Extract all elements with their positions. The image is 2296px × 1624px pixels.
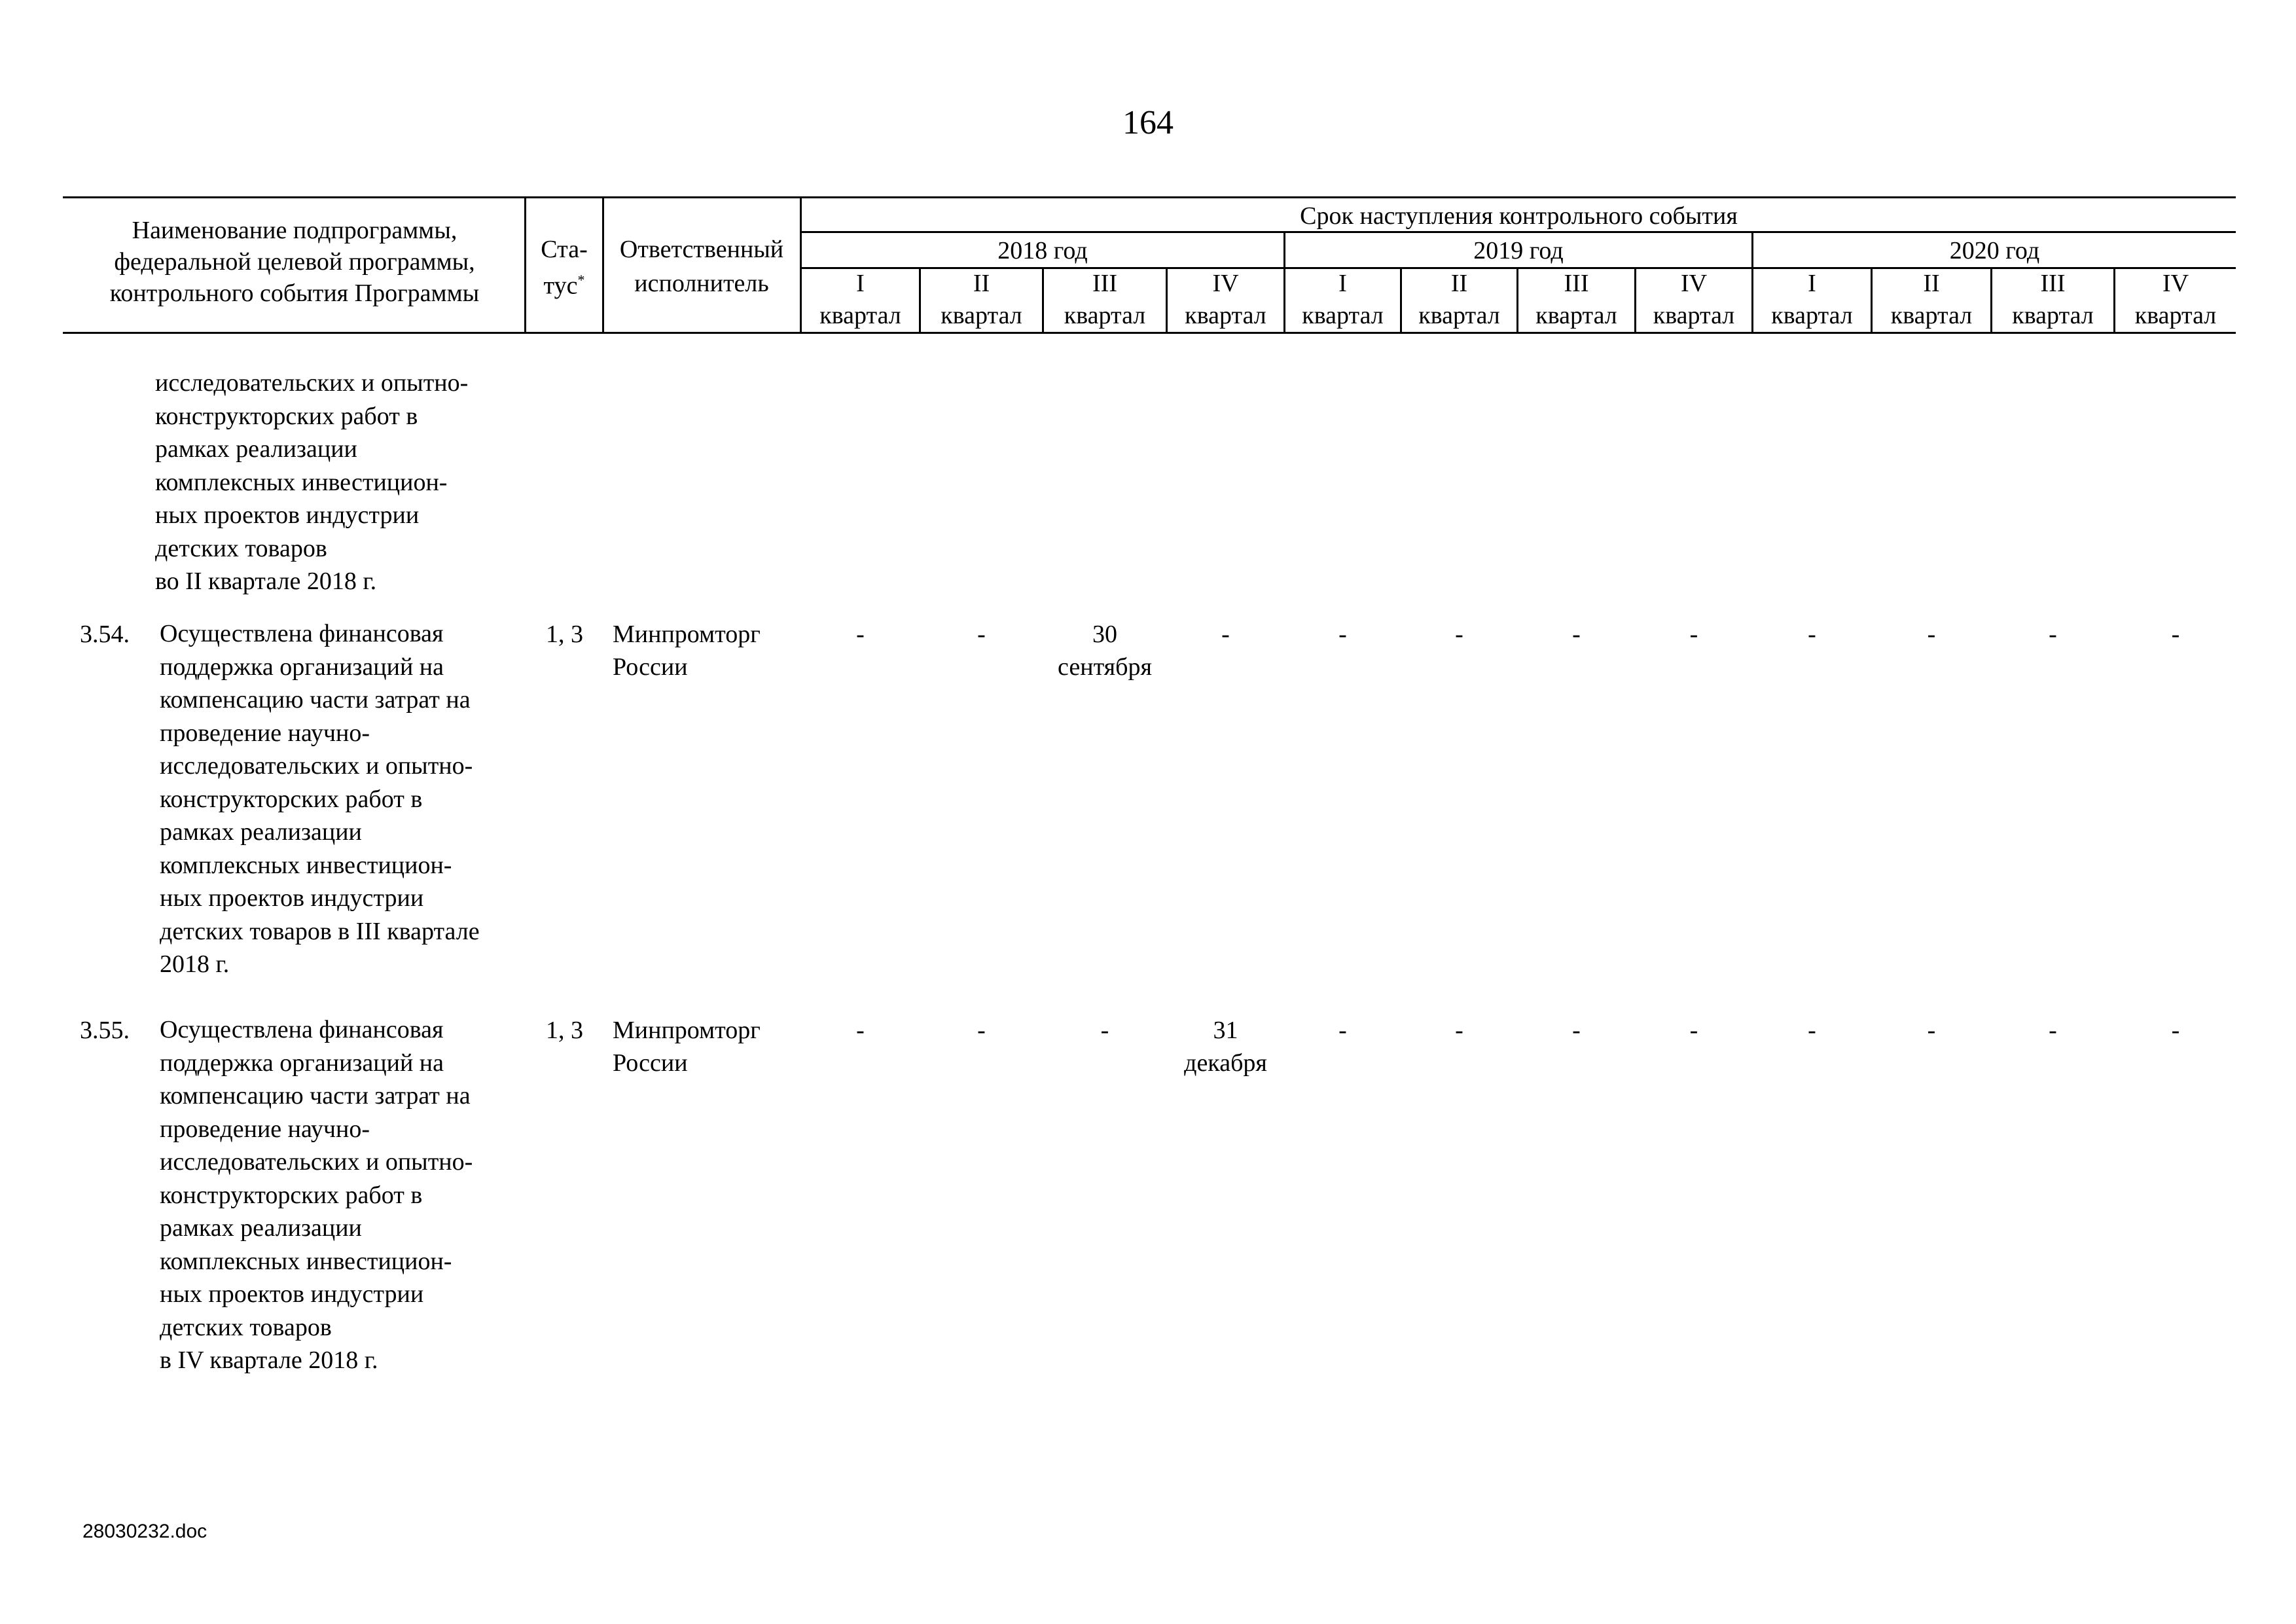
header-year-2019: 2019 год <box>1473 237 1564 264</box>
row-executor-line1: Минпромторг <box>613 621 761 648</box>
cell-dash: - <box>1572 1017 1581 1044</box>
cell-dash: - <box>2049 1017 2057 1044</box>
cell-date: 30 <box>1092 621 1117 648</box>
quarter-numeral: I <box>1338 270 1347 297</box>
cell-dash: - <box>1927 621 1936 648</box>
quarter-word: квартал <box>1653 302 1735 329</box>
quarter-numeral: IV <box>1212 270 1239 297</box>
continuation-text: исследовательских и опытно- конструкторских работ в рамках реализации комплексных инвестицион- ных проектов индустрии детских товаров во II квартале 2018 г. <box>155 369 469 595</box>
cell-dash: - <box>856 1017 865 1044</box>
page-number: 164 <box>1122 104 1174 141</box>
header-name-column: Наименование подпрограммы, федеральной целевой программы, контрольного события Программы <box>109 217 480 307</box>
row-executor-line1: Минпромторг <box>613 1017 761 1044</box>
quarter-word: квартал <box>1890 302 1973 329</box>
quarter-numeral: III <box>1564 270 1589 297</box>
cell-dash: - <box>1808 1017 1816 1044</box>
header-executor-line2: исполнитель <box>634 270 769 297</box>
quarter-numeral: III <box>1092 270 1117 297</box>
quarter-numeral: II <box>1923 270 1940 297</box>
quarter-numeral: II <box>1450 270 1468 297</box>
cell-dash: - <box>977 1017 986 1044</box>
quarter-word: квартал <box>2012 302 2094 329</box>
quarter-word: квартал <box>1535 302 1617 329</box>
header-status-line1: Ста- <box>541 236 588 263</box>
cell-dash: - <box>1927 1017 1936 1044</box>
row-name: Осуществлена финансовая поддержка организаций на компенсацию части затрат на проведение научно- исследовательских и опытно- конструкторских работ в рамках реализации комплексных инвестицион- ных проектов индустрии детских товаров в III квартале 2018 г. <box>160 620 480 978</box>
quarter-numeral: I <box>1808 270 1816 297</box>
cell-dash: - <box>1689 621 1698 648</box>
row-executor-line2: России <box>613 653 688 681</box>
row-status: 1, 3 <box>546 1017 583 1044</box>
quarter-word: квартал <box>1771 302 1853 329</box>
quarter-word: квартал <box>2134 302 2217 329</box>
quarter-word: квартал <box>1418 302 1500 329</box>
cell-date-month: декабря <box>1184 1049 1267 1077</box>
cell-dash: - <box>1100 1017 1109 1044</box>
footer-doc-id: 28030232.doc <box>82 1521 207 1542</box>
header-deadline-title: Срок наступления контрольного события <box>1300 202 1738 230</box>
quarter-word: квартал <box>819 302 901 329</box>
cell-dash: - <box>1808 621 1816 648</box>
cell-date-month: сентября <box>1058 653 1152 681</box>
quarter-numeral: II <box>973 270 990 297</box>
header-status-footnote-mark: * <box>577 272 585 288</box>
row-name: Осуществлена финансовая поддержка организаций на компенсацию части затрат на проведение научно- исследовательских и опытно- конструкторских работ в рамках реализации комплексных инвестицион- ных проектов индустрии детских товаров в IV квартале 2018 г. <box>160 1016 473 1374</box>
quarter-word: квартал <box>1185 302 1266 329</box>
row-status: 1, 3 <box>546 621 583 648</box>
cell-dash: - <box>1455 621 1463 648</box>
cell-dash: - <box>1689 1017 1698 1044</box>
header-year-2018: 2018 год <box>997 237 1088 264</box>
header-year-2020: 2020 год <box>1949 237 2040 264</box>
cell-dash: - <box>856 621 865 648</box>
row-executor-line2: России <box>613 1049 688 1077</box>
cell-date: 31 <box>1213 1017 1238 1044</box>
quarter-numeral: IV <box>2162 270 2189 297</box>
cell-dash: - <box>2171 1017 2180 1044</box>
quarter-numeral: I <box>856 270 865 297</box>
header-status-line2: тус* <box>543 272 585 300</box>
quarter-word: квартал <box>1302 302 1384 329</box>
quarter-word: квартал <box>941 302 1022 329</box>
cell-dash: - <box>1338 621 1347 648</box>
cell-dash: - <box>1455 1017 1463 1044</box>
quarter-numeral: IV <box>1680 270 1708 297</box>
quarter-word: квартал <box>1064 302 1146 329</box>
row-number: 3.54. <box>80 621 130 648</box>
cell-dash: - <box>1221 621 1230 648</box>
cell-dash: - <box>2049 621 2057 648</box>
cell-dash: - <box>1338 1017 1347 1044</box>
quarter-numeral: III <box>2040 270 2066 297</box>
cell-dash: - <box>2171 621 2180 648</box>
cell-dash: - <box>977 621 986 648</box>
cell-dash: - <box>1572 621 1581 648</box>
header-executor-line1: Ответственный <box>619 236 784 263</box>
row-number: 3.55. <box>80 1017 130 1044</box>
